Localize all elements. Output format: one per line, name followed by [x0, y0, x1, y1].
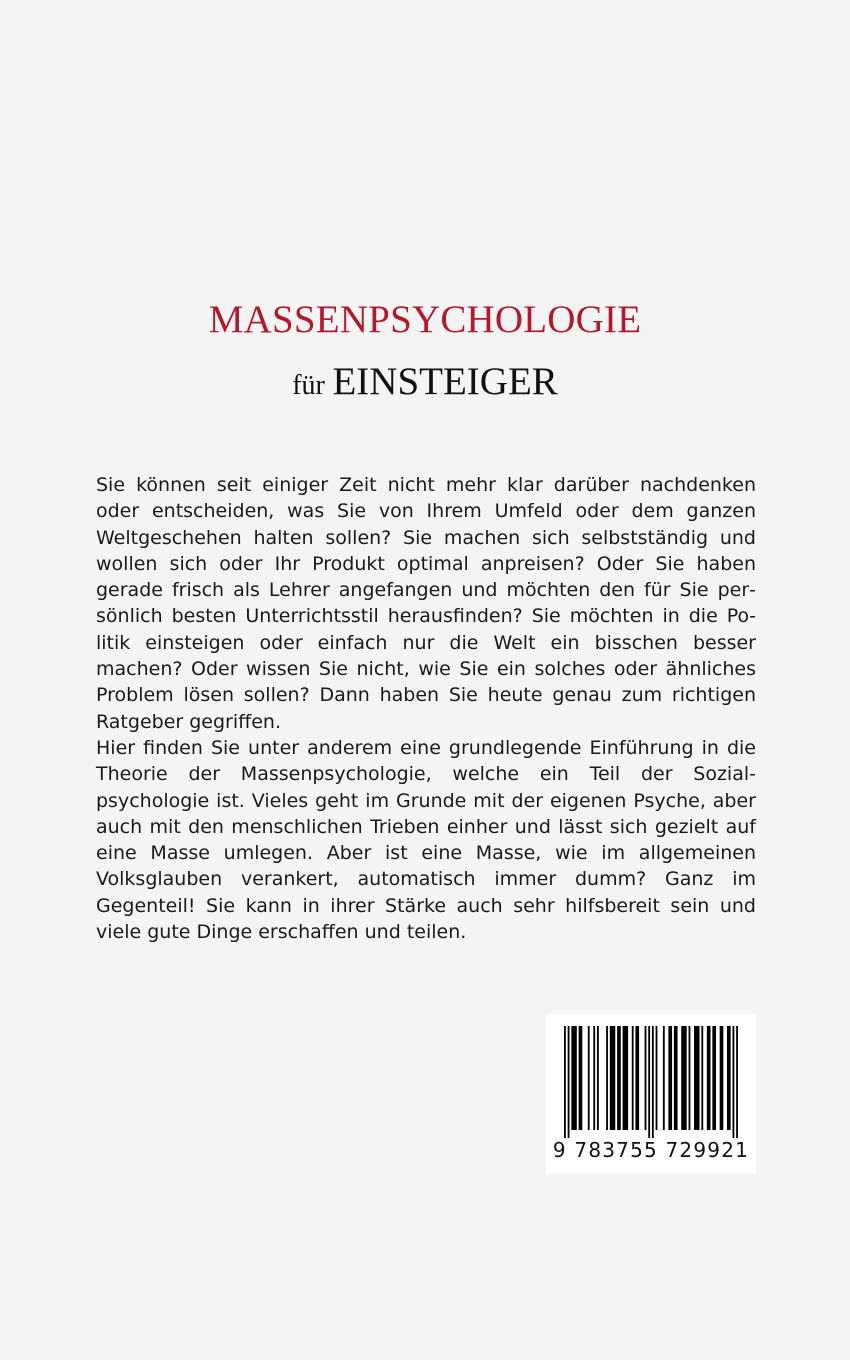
barcode-bar	[648, 1026, 650, 1138]
subtitle-prefix: für	[292, 370, 325, 401]
barcode-bar	[668, 1026, 672, 1130]
barcode-bar	[632, 1026, 634, 1130]
barcode-bar	[579, 1026, 583, 1130]
barcode-bar	[727, 1026, 731, 1130]
barcode-bar	[617, 1026, 621, 1130]
barcode-bar	[701, 1026, 703, 1130]
barcode-bar	[712, 1026, 716, 1130]
barcode-bar	[645, 1026, 647, 1130]
barcode-bar	[588, 1026, 590, 1130]
book-subtitle	[0, 354, 850, 414]
barcode-bar	[694, 1026, 699, 1130]
barcode-bar	[623, 1026, 628, 1130]
barcode-bar	[568, 1026, 570, 1138]
blurb-paragraph-2: Hier finden Sie unter anderem eine grundlegende Einführung in die Theorie der Massenpsychologie, welche ein Teil der Sozialpsychologie ist. Vieles geht im Grunde mit der eigenen Psyche, aber auch mit den menschlichen Trieben einher und lässt sich gezielt auf eine Masse umlegen. Aber ist eine Masse, wie im allgemeinen Volksglauben verankert, automatisch immer dumm? Ganz im Gegenteil! Sie kann in ihrer Stärke auch sehr hilfsbereit sein und viele gute Dinge erschaffen und teilen.	[96, 736, 756, 944]
barcode-bar	[606, 1026, 608, 1130]
barcode-bars	[564, 1026, 738, 1138]
barcode-bar	[593, 1026, 595, 1130]
barcode-bar	[652, 1026, 654, 1138]
barcode-bar	[610, 1026, 615, 1130]
isbn-barcode	[546, 1014, 756, 1174]
barcode-bar	[663, 1026, 665, 1130]
back-cover-blurb	[96, 472, 756, 945]
blurb-paragraph-1: Sie können seit einiger Zeit nicht mehr klar darüber nachdenken oder entscheiden, was Sie von Ihrem Umfeld oder dem ganzen Weltgeschehen halten sollen? Sie machen sich selbstständig und wollen sich oder Ihr Produkt optimal anpreisen? Oder Sie haben gerade frisch als Lehrer angefangen und möchten den für Sie persönlich besten Unterrichtsstil herausfinden? Sie möchten in die Politik einsteigen oder einfach nur die Welt ein bisschen besser machen? Oder wissen Sie nicht, wie Sie ein solches oder ähnliches Problem lösen sollen? Dann haben Sie heute genau zum richtigen Ratgeber gegriffen.	[96, 474, 756, 733]
barcode-bar	[656, 1026, 658, 1130]
barcode-bar	[674, 1026, 678, 1130]
barcode-bar	[635, 1026, 639, 1130]
book-title: MASSENPSYCHOLOGIE	[208, 298, 642, 341]
barcode-bar	[736, 1026, 738, 1138]
barcode-bar	[681, 1026, 686, 1130]
barcode-bar	[564, 1026, 566, 1138]
barcode-bar	[707, 1026, 711, 1130]
barcode-bar	[733, 1026, 735, 1138]
barcode-bar	[689, 1026, 691, 1130]
barcode-bar	[720, 1026, 724, 1130]
isbn-number: 9 783755 729921	[552, 1138, 750, 1162]
barcode-bar	[597, 1026, 599, 1130]
subtitle-main: EINSTEIGER	[332, 360, 558, 403]
barcode-bar	[571, 1026, 576, 1130]
